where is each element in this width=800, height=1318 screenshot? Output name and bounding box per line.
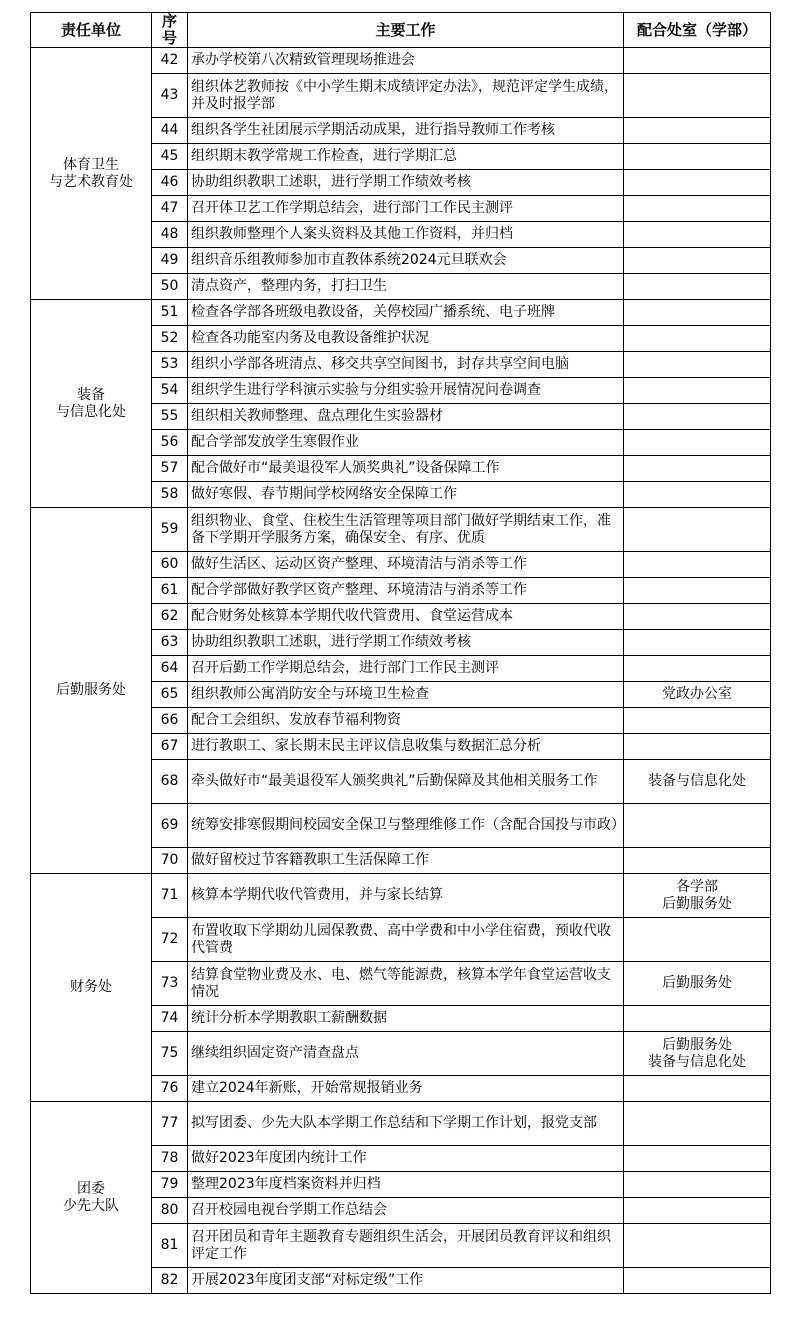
row-number: 71 bbox=[152, 874, 188, 918]
cooperating-department bbox=[624, 804, 771, 848]
unit-label: 与信息化处 bbox=[56, 403, 126, 420]
task-description: 组织体艺教师按《中小学生期末成绩评定办法》，规范评定学生成绩，并及时报学部 bbox=[188, 74, 624, 118]
coop-label: 各学部 bbox=[676, 878, 718, 895]
header-num: 序号 bbox=[152, 13, 188, 48]
cooperating-department bbox=[624, 630, 771, 656]
cooperating-department bbox=[624, 1172, 771, 1198]
task-description: 召开团员和青年主题教育专题组织生活会，开展团员教育评议和组织评定工作 bbox=[188, 1224, 624, 1268]
row-number: 65 bbox=[152, 682, 188, 708]
cooperating-department bbox=[624, 74, 771, 118]
unit-label: 体育卫生 bbox=[63, 156, 119, 173]
cooperating-department bbox=[624, 274, 771, 300]
row-number: 57 bbox=[152, 456, 188, 482]
task-description: 组织教师公寓消防安全与环境卫生检查 bbox=[188, 682, 624, 708]
cooperating-department bbox=[624, 118, 771, 144]
cooperating-department bbox=[624, 404, 771, 430]
header-unit: 责任单位 bbox=[31, 13, 152, 48]
task-description: 组织小学部各班清点、移交共享空间图书，封存共享空间电脑 bbox=[188, 352, 624, 378]
unit-cell bbox=[31, 48, 152, 300]
unit-label: 与艺术教育处 bbox=[49, 173, 133, 190]
cooperating-department bbox=[624, 248, 771, 274]
task-description: 结算食堂物业费及水、电、燃气等能源费，核算本学年食堂运营收支情况 bbox=[188, 962, 624, 1006]
row-number: 43 bbox=[152, 74, 188, 118]
coop-label: 后勤服务处 bbox=[662, 975, 732, 991]
task-description: 召开体卫艺工作学期总结会，进行部门工作民主测评 bbox=[188, 196, 624, 222]
table-body bbox=[31, 48, 771, 1294]
task-description: 承办学校第八次精致管理现场推进会 bbox=[188, 48, 624, 74]
row-number: 63 bbox=[152, 630, 188, 656]
cooperating-department bbox=[624, 552, 771, 578]
task-description: 统筹安排寒假期间校园安全保卫与整理维修工作（含配合国投与市政） bbox=[188, 804, 624, 848]
row-number: 53 bbox=[152, 352, 188, 378]
cooperating-department bbox=[624, 1146, 771, 1172]
task-description: 继续组织固定资产清查盘点 bbox=[188, 1032, 624, 1076]
table-row bbox=[31, 508, 771, 552]
unit-cell bbox=[31, 508, 152, 874]
cooperating-department bbox=[624, 1006, 771, 1032]
task-description: 做好寒假、春节期间学校网络安全保障工作 bbox=[188, 482, 624, 508]
header-row bbox=[31, 13, 771, 48]
task-description: 清点资产，整理内务，打扫卫生 bbox=[188, 274, 624, 300]
row-number: 52 bbox=[152, 326, 188, 352]
unit-label: 财务处 bbox=[70, 979, 112, 995]
cooperating-department bbox=[624, 682, 771, 708]
cooperating-department bbox=[624, 1102, 771, 1146]
row-number: 56 bbox=[152, 430, 188, 456]
cooperating-department bbox=[624, 1268, 771, 1294]
cooperating-department bbox=[624, 734, 771, 760]
row-number: 69 bbox=[152, 804, 188, 848]
coop-label: 装备与信息化处 bbox=[648, 773, 746, 789]
cooperating-department bbox=[624, 1032, 771, 1076]
coop-label: 后勤服务处 bbox=[662, 895, 732, 912]
row-number: 82 bbox=[152, 1268, 188, 1294]
row-number: 64 bbox=[152, 656, 188, 682]
task-description: 布置收取下学期幼儿园保教费、高中学费和中小学住宿费，预收代收代管费 bbox=[188, 918, 624, 962]
task-description: 核算本学期代收代管费用，并与家长结算 bbox=[188, 874, 624, 918]
row-number: 55 bbox=[152, 404, 188, 430]
row-number: 48 bbox=[152, 222, 188, 248]
task-description: 进行教职工、家长期末民主评议信息收集与数据汇总分析 bbox=[188, 734, 624, 760]
row-number: 79 bbox=[152, 1172, 188, 1198]
cooperating-department bbox=[624, 170, 771, 196]
coop-label: 党政办公室 bbox=[662, 686, 732, 702]
task-description: 整理2023年度档案资料并归档 bbox=[188, 1172, 624, 1198]
task-description: 配合财务处核算本学期代收代管费用、食堂运营成本 bbox=[188, 604, 624, 630]
cooperating-department bbox=[624, 578, 771, 604]
work-table bbox=[30, 12, 771, 1294]
unit-label: 后勤服务处 bbox=[56, 682, 126, 698]
task-description: 组织学生进行学科演示实验与分组实验开展情况问卷调查 bbox=[188, 378, 624, 404]
row-number: 74 bbox=[152, 1006, 188, 1032]
task-description: 做好生活区、运动区资产整理、环境清洁与消杀等工作 bbox=[188, 552, 624, 578]
cooperating-department bbox=[624, 604, 771, 630]
cooperating-department bbox=[624, 326, 771, 352]
cooperating-department bbox=[624, 144, 771, 170]
row-number: 50 bbox=[152, 274, 188, 300]
row-number: 58 bbox=[152, 482, 188, 508]
cooperating-department bbox=[624, 482, 771, 508]
task-description: 开展2023年度团支部“对标定级”工作 bbox=[188, 1268, 624, 1294]
row-number: 78 bbox=[152, 1146, 188, 1172]
row-number: 77 bbox=[152, 1102, 188, 1146]
coop-label: 装备与信息化处 bbox=[648, 1053, 746, 1070]
row-number: 67 bbox=[152, 734, 188, 760]
row-number: 59 bbox=[152, 508, 188, 552]
cooperating-department bbox=[624, 196, 771, 222]
row-number: 45 bbox=[152, 144, 188, 170]
unit-cell bbox=[31, 300, 152, 508]
cooperating-department bbox=[624, 48, 771, 74]
unit-cell bbox=[31, 874, 152, 1102]
row-number: 42 bbox=[152, 48, 188, 74]
task-description: 组织各学生社团展示学期活动成果，进行指导教师工作考核 bbox=[188, 118, 624, 144]
row-number: 51 bbox=[152, 300, 188, 326]
row-number: 75 bbox=[152, 1032, 188, 1076]
cooperating-department bbox=[624, 656, 771, 682]
task-description: 统计分析本学期教职工薪酬数据 bbox=[188, 1006, 624, 1032]
cooperating-department bbox=[624, 1076, 771, 1102]
unit-cell bbox=[31, 1102, 152, 1294]
cooperating-department bbox=[624, 1198, 771, 1224]
task-description: 拟写团委、少先大队本学期工作总结和下学期工作计划，报党支部 bbox=[188, 1102, 624, 1146]
task-description: 做好留校过节客籍教职工生活保障工作 bbox=[188, 848, 624, 874]
task-description: 召开后勤工作学期总结会，进行部门工作民主测评 bbox=[188, 656, 624, 682]
task-description: 建立2024年新账，开始常规报销业务 bbox=[188, 1076, 624, 1102]
cooperating-department bbox=[624, 300, 771, 326]
task-description: 配合学部做好教学区资产整理、环境清洁与消杀等工作 bbox=[188, 578, 624, 604]
cooperating-department bbox=[624, 378, 771, 404]
unit-label: 装备 bbox=[77, 386, 105, 403]
task-description: 做好2023年度团内统计工作 bbox=[188, 1146, 624, 1172]
row-number: 44 bbox=[152, 118, 188, 144]
cooperating-department bbox=[624, 430, 771, 456]
row-number: 62 bbox=[152, 604, 188, 630]
task-description: 组织物业、食堂、住校生生活管理等项目部门做好学期结束工作，准备下学期开学服务方案，确保安全、有序、优质 bbox=[188, 508, 624, 552]
cooperating-department bbox=[624, 352, 771, 378]
task-description: 协助组织教职工述职，进行学期工作绩效考核 bbox=[188, 630, 624, 656]
table-row bbox=[31, 48, 771, 74]
row-number: 54 bbox=[152, 378, 188, 404]
unit-label: 少先大队 bbox=[63, 1197, 119, 1214]
row-number: 72 bbox=[152, 918, 188, 962]
task-description: 组织相关教师整理、盘点理化生实验器材 bbox=[188, 404, 624, 430]
row-number: 47 bbox=[152, 196, 188, 222]
row-number: 61 bbox=[152, 578, 188, 604]
task-description: 牵头做好市“最美退役军人颁奖典礼”后勤保障及其他相关服务工作 bbox=[188, 760, 624, 804]
row-number: 68 bbox=[152, 760, 188, 804]
row-number: 80 bbox=[152, 1198, 188, 1224]
row-number: 73 bbox=[152, 962, 188, 1006]
row-number: 70 bbox=[152, 848, 188, 874]
task-description: 配合学部发放学生寒假作业 bbox=[188, 430, 624, 456]
unit-label: 团委 bbox=[77, 1180, 105, 1197]
task-description: 协助组织教职工述职，进行学期工作绩效考核 bbox=[188, 170, 624, 196]
row-number: 46 bbox=[152, 170, 188, 196]
task-description: 组织教师整理个人案头资料及其他工作资料，并归档 bbox=[188, 222, 624, 248]
table-row bbox=[31, 874, 771, 918]
cooperating-department bbox=[624, 874, 771, 918]
cooperating-department bbox=[624, 222, 771, 248]
row-number: 81 bbox=[152, 1224, 188, 1268]
task-description: 检查各功能室内务及电教设备维护状况 bbox=[188, 326, 624, 352]
cooperating-department bbox=[624, 508, 771, 552]
cooperating-department bbox=[624, 760, 771, 804]
task-description: 配合工会组织、发放春节福利物资 bbox=[188, 708, 624, 734]
table-row bbox=[31, 300, 771, 326]
task-description: 配合做好市“最美退役军人颁奖典礼”设备保障工作 bbox=[188, 456, 624, 482]
task-description: 组织音乐组教师参加市直教体系统2024元旦联欢会 bbox=[188, 248, 624, 274]
row-number: 60 bbox=[152, 552, 188, 578]
coop-label: 后勤服务处 bbox=[662, 1036, 732, 1053]
row-number: 76 bbox=[152, 1076, 188, 1102]
cooperating-department bbox=[624, 918, 771, 962]
row-number: 66 bbox=[152, 708, 188, 734]
cooperating-department bbox=[624, 1224, 771, 1268]
row-number: 49 bbox=[152, 248, 188, 274]
cooperating-department bbox=[624, 962, 771, 1006]
header-task: 主要工作 bbox=[188, 13, 624, 48]
cooperating-department bbox=[624, 848, 771, 874]
cooperating-department bbox=[624, 708, 771, 734]
header-coop: 配合处室（学部） bbox=[624, 13, 771, 48]
cooperating-department bbox=[624, 456, 771, 482]
task-description: 检查各学部各班级电教设备，关停校园广播系统、电子班牌 bbox=[188, 300, 624, 326]
task-description: 组织期末教学常规工作检查，进行学期汇总 bbox=[188, 144, 624, 170]
table-row bbox=[31, 1102, 771, 1146]
task-description: 召开校园电视台学期工作总结会 bbox=[188, 1198, 624, 1224]
